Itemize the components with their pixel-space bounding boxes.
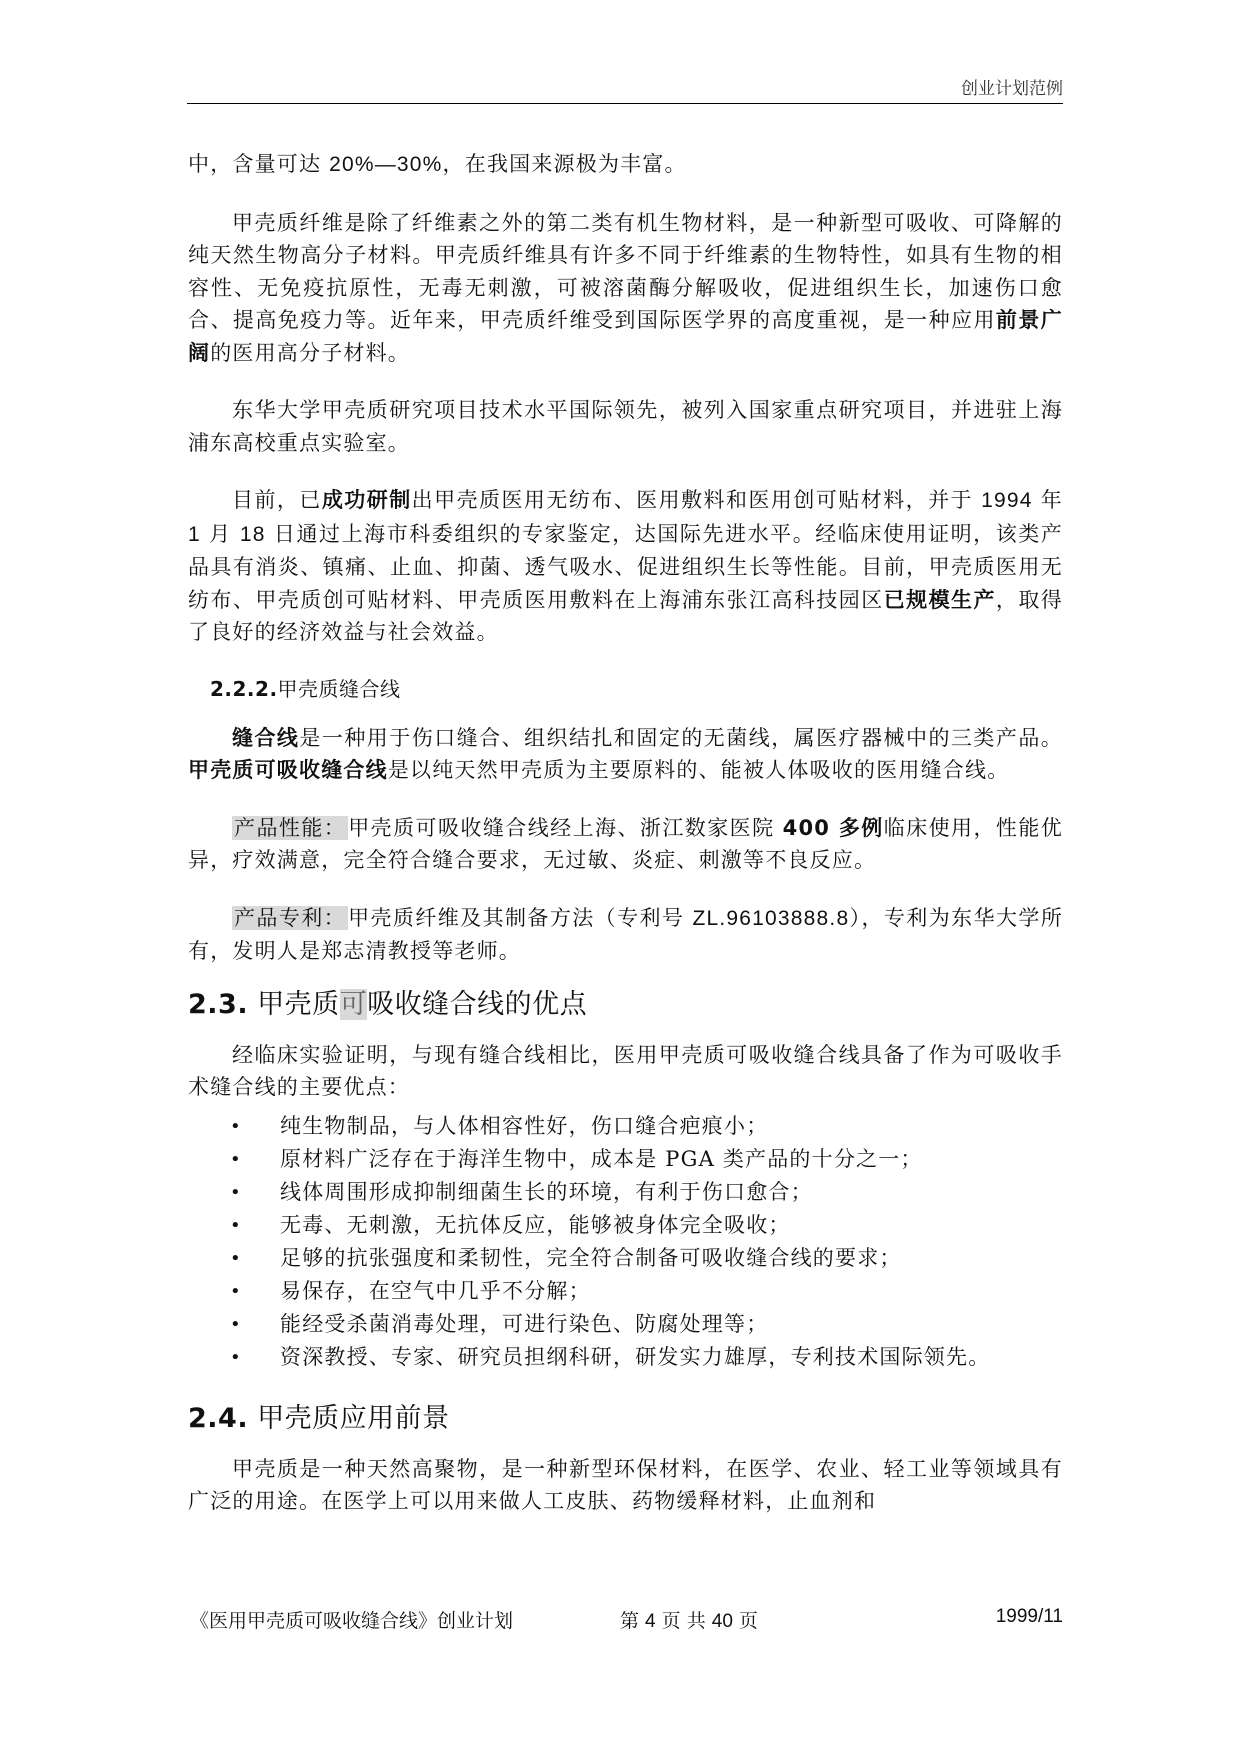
list-item: • 易保存，在空气中几乎不分解； bbox=[188, 1275, 1063, 1308]
footer-document-title: 《医用甲壳质可吸收缝合线》创业计划 bbox=[190, 1610, 514, 1632]
bullet-icon: • bbox=[230, 1346, 242, 1368]
list-item: • 原材料广泛存在于海洋生物中，成本是 PGA 类产品的十分之一； bbox=[188, 1143, 1063, 1176]
bullet-icon: • bbox=[230, 1247, 242, 1269]
label-product-performance: 产品性能： bbox=[234, 815, 347, 840]
advantages-list bbox=[188, 1110, 1063, 1374]
section-heading-2-2-2: 2.2.2.甲壳质缝合线 bbox=[210, 676, 401, 701]
list-item: • 无毒、无刺激，无抗体反应，能够被身体完全吸收； bbox=[188, 1209, 1063, 1242]
list-item: • 能经受杀菌消毒处理，可进行染色、防腐处理等； bbox=[188, 1308, 1063, 1341]
section-heading-2-4: 2.4. 甲壳质应用前景 bbox=[188, 1402, 450, 1434]
bullet-icon: • bbox=[230, 1181, 242, 1203]
paragraph-donghua-project: 东华大学甲壳质研究项目技术水平国际领先，被列入国家重点研究项目，并进驻上海浦东高校重点实验室。 bbox=[188, 398, 1063, 455]
running-header: 创业计划范例 bbox=[961, 79, 1063, 99]
list-item: • 线体周围形成抑制细菌生长的环境，有利于伤口愈合； bbox=[188, 1176, 1063, 1209]
label-product-patent: 产品专利： bbox=[234, 905, 347, 930]
section-heading-2-3: 2.3. 甲壳质可吸收缝合线的优点 bbox=[188, 988, 588, 1020]
paragraph-content-ratio: 中，含量可达 20%—30%，在我国来源极为丰富。 bbox=[188, 152, 687, 176]
paragraph-current-products: 目前，已成功研制出甲壳质医用无纺布、医用敷料和医用创可贴材料，并于 1994 年 1 月 18 日通过上海市科委组织的专家鉴定，达国际先进水平。经临床使用证明，该类产品具有消炎、镇痛、止血、抑菌、透气吸水、促进组织生长等性能。目前，甲壳质医用无纺布、甲壳质创可贴材料、甲壳质医用敷料在上海浦东张江高科技园区已规模生产，取得了良好的经济效益与社会效益。 bbox=[188, 488, 1064, 644]
paragraph-application-prospects: 甲壳质是一种天然高聚物，是一种新型环保材料，在医学、农业、轻工业等领域具有广泛的用途。在医学上可以用来做人工皮肤、药物缓释材料，止血剂和 bbox=[188, 1456, 1063, 1513]
header-rule bbox=[187, 103, 1063, 104]
paragraph-advantages-intro: 经临床实验证明，与现有缝合线相比，医用甲壳质可吸收缝合线具备了作为可吸收手术缝合线的主要优点： bbox=[188, 1042, 1063, 1099]
list-item: • 纯生物制品，与人体相容性好，伤口缝合疤痕小； bbox=[188, 1110, 1063, 1143]
footer-page-number: 第 4 页 共 40 页 bbox=[620, 1610, 758, 1632]
bullet-icon: • bbox=[230, 1148, 242, 1170]
page-footer bbox=[190, 1606, 1063, 1636]
page-body bbox=[188, 148, 1063, 1518]
bullet-icon: • bbox=[230, 1214, 242, 1236]
paragraph-product-patent: 产品专利：甲壳质纤维及其制备方法（专利号 ZL.96103888.8），专利为东华大学所有，发明人是郑志清教授等老师。 bbox=[188, 905, 1064, 963]
bullet-icon: • bbox=[230, 1313, 242, 1335]
list-item: • 资深教授、专家、研究员担纲科研，研发实力雄厚，专利技术国际领先。 bbox=[188, 1341, 1063, 1374]
bullet-icon: • bbox=[230, 1115, 242, 1137]
bullet-icon: • bbox=[230, 1280, 242, 1302]
footer-date: 1999/11 bbox=[995, 1606, 1063, 1627]
paragraph-suture-definition: 缝合线是一种用于伤口缝合、组织结扎和固定的无菌线，属医疗器械中的三类产品。甲壳质可吸收缝合线是以纯天然甲壳质为主要原料的、能被人体吸收的医用缝合线。 bbox=[188, 725, 1063, 782]
paragraph-product-performance: 产品性能：甲壳质可吸收缝合线经上海、浙江数家医院 400 多例临床使用，性能优异，疗效满意，完全符合缝合要求，无过敏、炎症、刺激等不良反应。 bbox=[188, 815, 1063, 872]
paragraph-chitin-fiber: 甲壳质纤维是除了纤维素之外的第二类有机生物材料，是一种新型可吸收、可降解的纯天然生物高分子材料。甲壳质纤维具有许多不同于纤维素的生物特性，如具有生物的相容性、无免疫抗原性，无毒无刺激，可被溶菌酶分解吸收，促进组织生长，加速伤口愈合、提高免疫力等。近年来，甲壳质纤维受到国际医学界的高度重视，是一种应用前景广阔的医用高分子材料。 bbox=[188, 210, 1063, 365]
list-item: • 足够的抗张强度和柔韧性，完全符合制备可吸收缝合线的要求； bbox=[188, 1242, 1063, 1275]
